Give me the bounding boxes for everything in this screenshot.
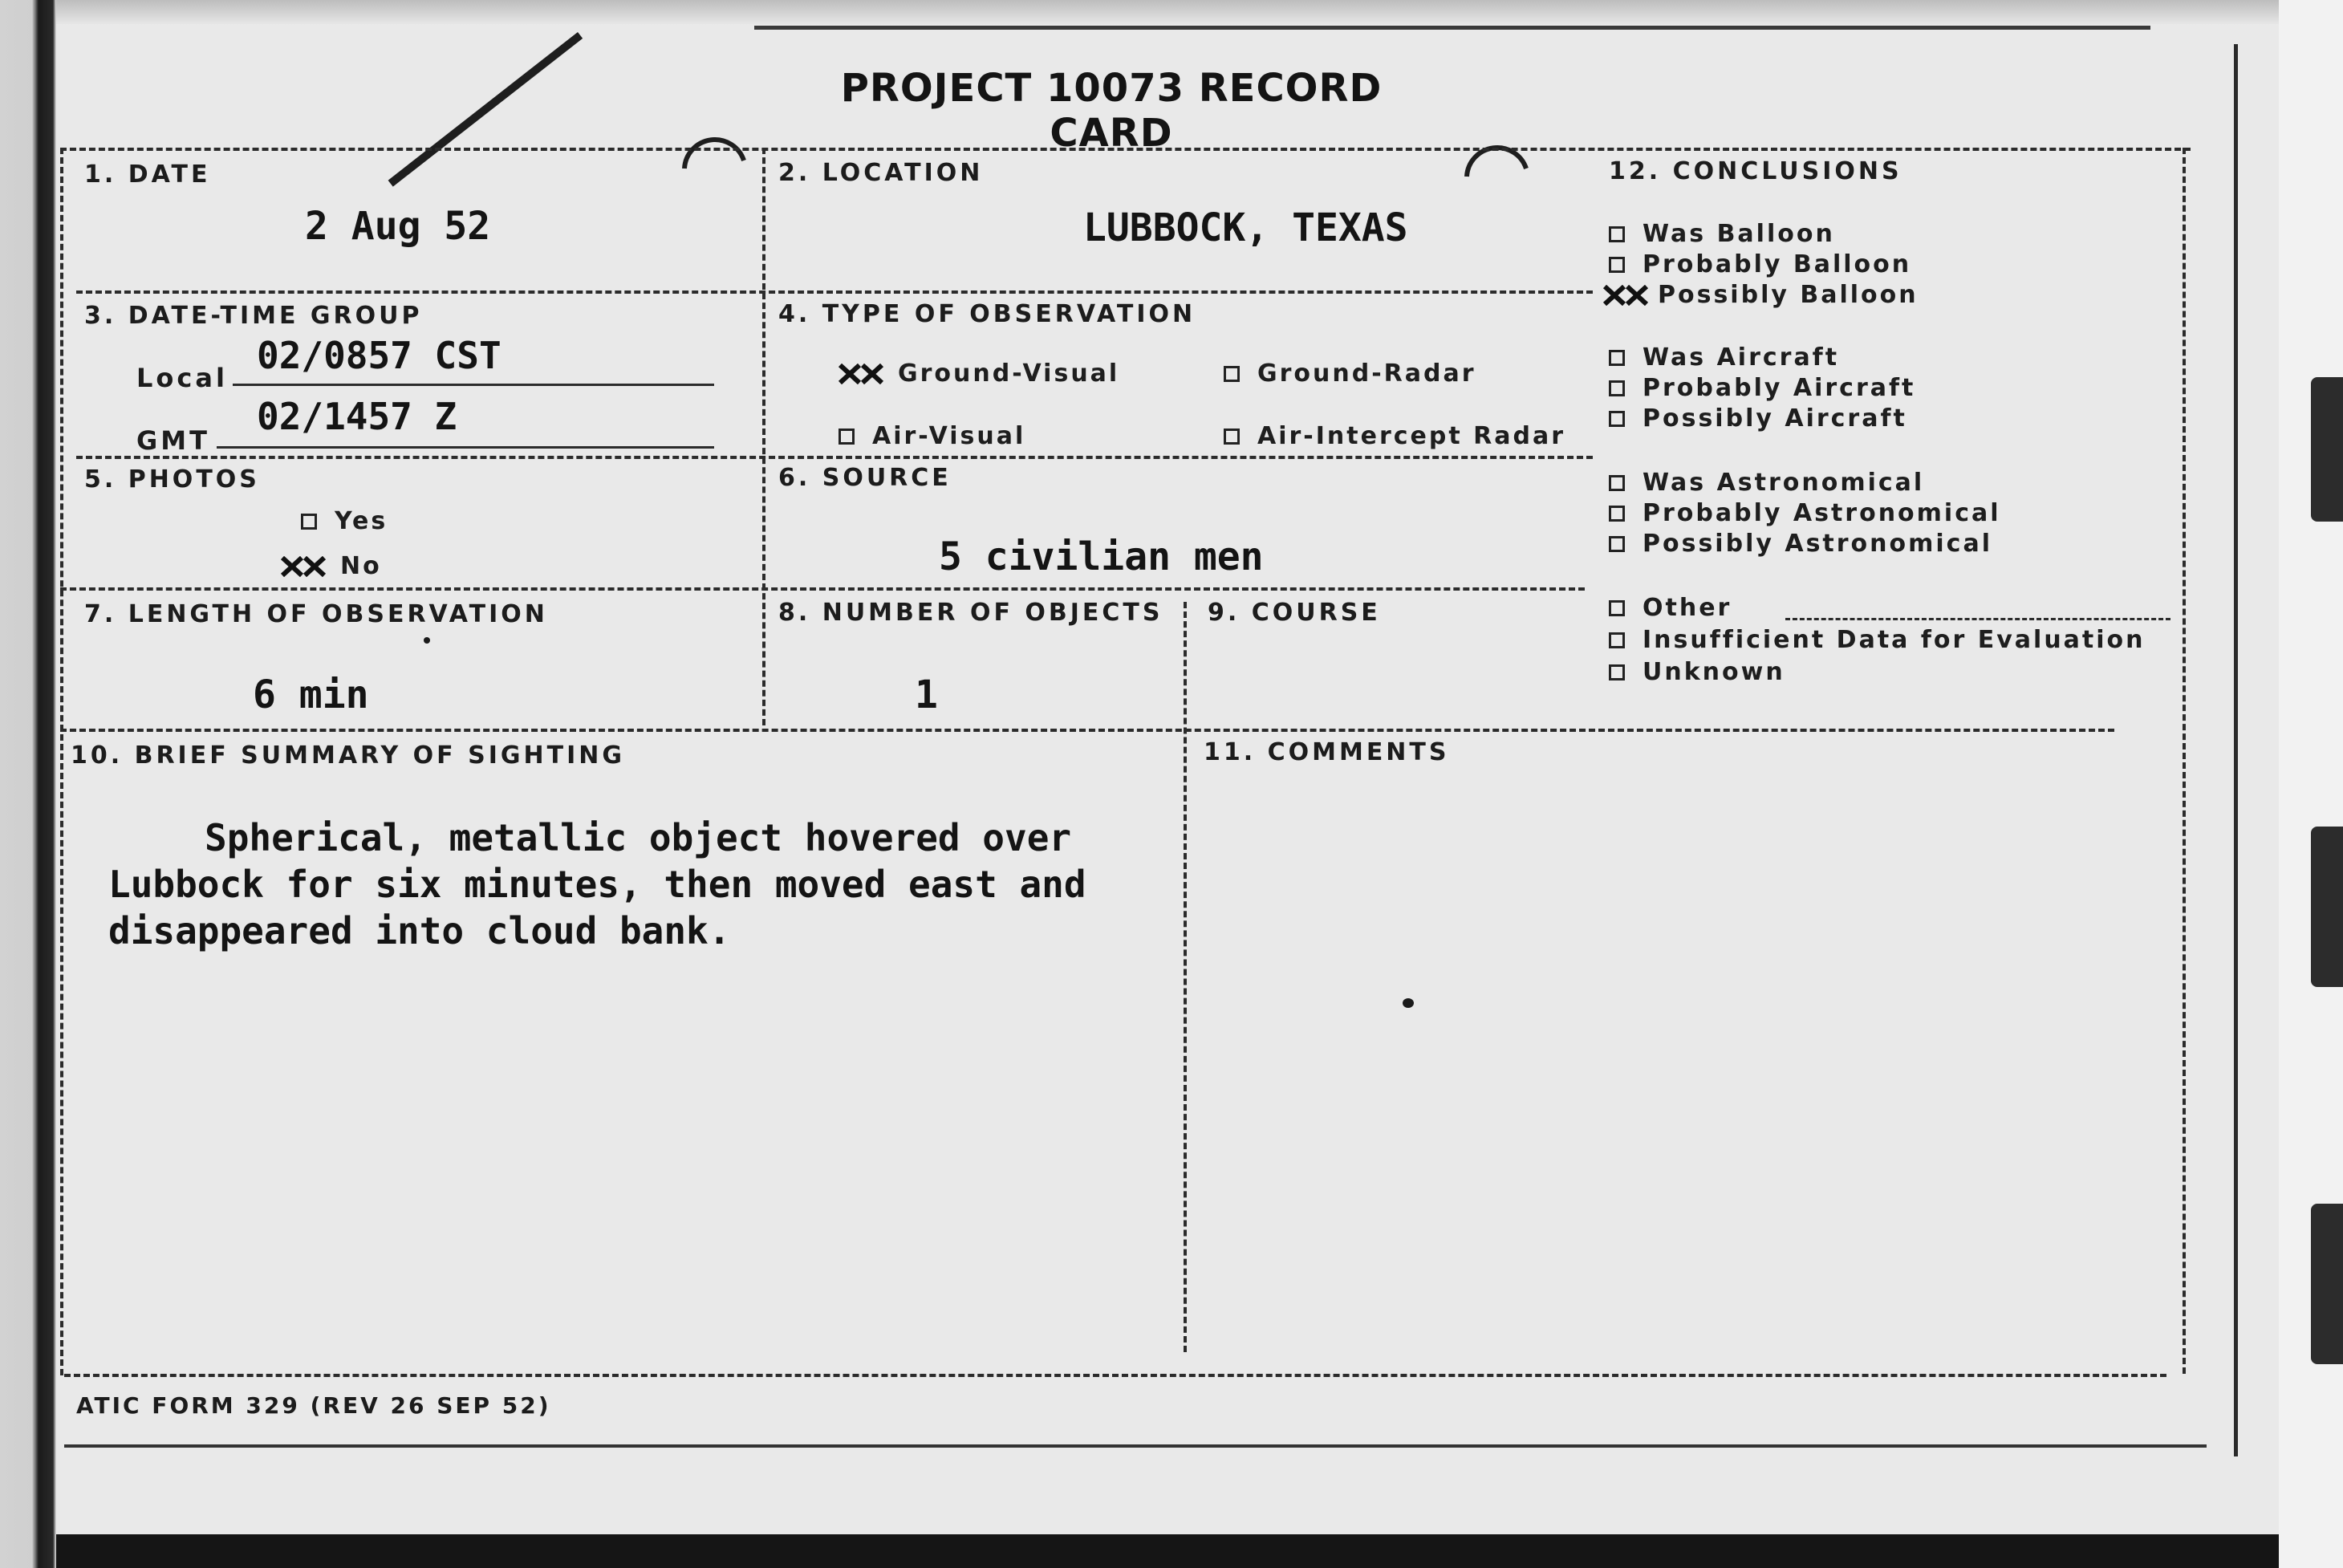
photos-label: 5. PHOTOS <box>84 465 260 494</box>
brief-summary-text <box>108 814 1200 954</box>
scan-bottom-edge <box>56 1534 2279 1568</box>
summary-line: Lubbock for six minutes, then moved east and <box>108 863 1086 906</box>
card-title: PROJECT 10073 RECORD CARD <box>840 66 1383 156</box>
source-value: 5 civilian men <box>939 534 1264 579</box>
was-astronomical-option <box>1609 469 1924 497</box>
insufficient-data-text: Insufficient Data for Evaluation <box>1643 626 2146 654</box>
photos-yes-option <box>301 507 388 535</box>
was-balloon-option <box>1609 220 1835 248</box>
possibly-aircraft-text: Possibly Aircraft <box>1643 404 1907 433</box>
checkbox-icon <box>839 429 855 445</box>
photos-yes-text: Yes <box>335 507 388 535</box>
form-line <box>76 456 1593 459</box>
unknown-text: Unknown <box>1643 658 1785 686</box>
scan-right-edge <box>2279 0 2343 1568</box>
air-visual-text: Air-Visual <box>872 422 1026 450</box>
comments-label: 11. COMMENTS <box>1204 738 1450 766</box>
checkbox-icon <box>1609 380 1625 396</box>
gmt-underline <box>217 446 714 449</box>
checkbox-icon <box>1224 429 1240 445</box>
source-label: 6. SOURCE <box>778 464 952 492</box>
ground-radar-text: Ground-Radar <box>1257 360 1476 388</box>
photos-no-text: No <box>340 552 382 580</box>
other-option <box>1609 594 1732 622</box>
form-line <box>60 148 2191 151</box>
type-of-observation-label: 4. TYPE OF OBSERVATION <box>778 300 1196 328</box>
possibly-astronomical-text: Possibly Astronomical <box>1643 530 1992 558</box>
form-line <box>762 148 765 725</box>
probably-balloon-option <box>1609 250 1911 278</box>
punch-hole-mark <box>1460 120 1533 193</box>
checkbox-icon <box>1609 350 1625 366</box>
gmt-time-value: 02/1457 Z <box>257 395 457 438</box>
form-line <box>64 1374 2166 1377</box>
insufficient-data-option <box>1609 626 2146 654</box>
binder-tab <box>2311 827 2343 987</box>
probably-aircraft-option <box>1609 374 1915 402</box>
local-time-value: 02/0857 CST <box>257 334 501 377</box>
form-line <box>60 729 2114 732</box>
x-mark-icon <box>839 364 883 384</box>
location-label: 2. LOCATION <box>778 159 984 187</box>
possibly-aircraft-option <box>1609 404 1907 433</box>
probably-astronomical-text: Probably Astronomical <box>1643 499 2001 527</box>
air-intercept-radar-option <box>1224 422 1565 450</box>
binder-tab <box>2311 377 2343 522</box>
x-mark-icon <box>1603 285 1648 306</box>
brief-summary-label: 10. BRIEF SUMMARY OF SIGHTING <box>71 741 625 770</box>
length-of-observation-label: 7. LENGTH OF OBSERVATION <box>84 600 548 628</box>
possibly-astronomical-option <box>1609 530 1992 558</box>
date-label: 1. DATE <box>84 160 211 189</box>
possibly-balloon-text: Possibly Balloon <box>1658 281 1919 309</box>
was-astronomical-text: Was Astronomical <box>1643 469 1925 497</box>
checkbox-icon <box>1609 632 1625 648</box>
ink-speck <box>424 637 430 644</box>
conclusions-label: 12. CONCLUSIONS <box>1609 157 1902 185</box>
ground-visual-text: Ground-Visual <box>898 360 1120 388</box>
was-balloon-text: Was Balloon <box>1643 220 1835 248</box>
checkbox-icon <box>1609 664 1625 680</box>
bottom-rule <box>64 1444 2207 1448</box>
checkbox-icon <box>1224 366 1240 382</box>
air-intercept-radar-text: Air-Intercept Radar <box>1257 422 1565 450</box>
local-label: Local <box>136 363 228 393</box>
checkbox-icon <box>1609 475 1625 491</box>
other-underline <box>1785 618 2170 620</box>
date-time-group-label: 3. DATE-TIME GROUP <box>84 302 423 330</box>
location-value: LUBBOCK, TEXAS <box>1083 205 1408 250</box>
checkbox-icon <box>1609 257 1625 273</box>
form-line <box>60 148 63 1375</box>
local-underline <box>233 384 714 386</box>
probably-balloon-text: Probably Balloon <box>1643 250 1912 278</box>
checkbox-icon <box>1609 411 1625 427</box>
ground-radar-option <box>1224 360 1476 388</box>
x-mark-icon <box>281 556 326 577</box>
form-line <box>60 587 1585 591</box>
probably-aircraft-text: Probably Aircraft <box>1643 374 1916 402</box>
date-value: 2 Aug 52 <box>305 204 491 249</box>
number-of-objects-value: 1 <box>915 672 938 717</box>
right-rule <box>2234 44 2238 1456</box>
unknown-option <box>1609 658 1785 686</box>
number-of-objects-label: 8. NUMBER OF OBJECTS <box>778 599 1163 627</box>
pen-slash-mark <box>388 32 583 187</box>
checkbox-icon <box>1609 536 1625 552</box>
possibly-balloon-option <box>1603 281 1919 309</box>
checkbox-icon <box>1609 600 1625 616</box>
checkbox-icon <box>1609 226 1625 242</box>
scan-top-edge <box>0 0 2343 24</box>
was-aircraft-option <box>1609 343 1839 372</box>
gmt-label: GMT <box>136 425 210 456</box>
form-line <box>2183 148 2186 1374</box>
form-number-footer: ATIC FORM 329 (REV 26 SEP 52) <box>76 1392 551 1419</box>
other-text: Other <box>1643 594 1732 622</box>
photos-no-option <box>281 552 382 580</box>
length-of-observation-value: 6 min <box>253 672 369 717</box>
form-line <box>76 290 1593 294</box>
top-rule <box>754 26 2150 30</box>
scan-left-edge <box>0 0 56 1568</box>
summary-line: Spherical, metallic object hovered over <box>205 816 1072 859</box>
summary-line: disappeared into cloud bank. <box>108 909 731 953</box>
was-aircraft-text: Was Aircraft <box>1643 343 1840 372</box>
course-label: 9. COURSE <box>1208 599 1381 627</box>
probably-astronomical-option <box>1609 499 2001 527</box>
ground-visual-option <box>839 360 1119 388</box>
air-visual-option <box>839 422 1025 450</box>
ink-speck <box>1403 998 1414 1008</box>
form-line <box>1184 602 1187 1352</box>
binder-tab <box>2311 1204 2343 1364</box>
checkbox-icon <box>301 514 317 530</box>
checkbox-icon <box>1609 506 1625 522</box>
